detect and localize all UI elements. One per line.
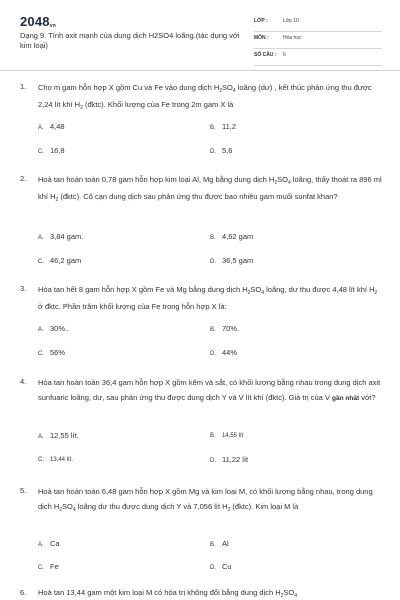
option-b[interactable] [210, 232, 253, 243]
document-title: Dạng 9. Tính axit mạnh của dung dịch H2SO4 loãng.(tác dụng với kim loại) [20, 31, 240, 50]
option-letter: D. [210, 565, 216, 571]
q-subscript: 2 [280, 592, 284, 599]
option-text: 44% [222, 348, 238, 357]
q-subscript: 4 [287, 179, 291, 186]
question-number: 2. [20, 174, 27, 183]
option-b[interactable] [210, 539, 229, 550]
q-subscript: 2 [80, 104, 83, 111]
q-emphasis: gần nhất [332, 395, 360, 402]
question-number: 3. [20, 284, 27, 293]
option-text: 11,22 lít [222, 455, 249, 464]
option-letter: B. [210, 327, 216, 333]
option-c[interactable] [38, 455, 73, 465]
option-text: Cu [222, 562, 232, 571]
question-text [38, 282, 383, 314]
question-2 [20, 172, 390, 272]
option-text: 12,55 lít. [50, 431, 79, 440]
header [0, 0, 400, 66]
q-text-part: ở đktc. Phần trăm khối lượng của Fe trong hỗn hợp X là: [38, 302, 227, 311]
option-b[interactable] [210, 122, 236, 133]
option-c[interactable] [38, 256, 81, 267]
q-text-part: SO [277, 175, 288, 184]
q-text-part: Hòa tan hết 8 gam hỗn hợp X gồm Fe và Mg bằng dung dịch H [38, 285, 248, 294]
q-subscript: 4 [261, 289, 265, 296]
option-letter: A. [38, 327, 44, 333]
option-letter: D. [210, 149, 216, 155]
q-text-part: Hoà tan hoàn toàn 0,78 gam hỗn hợp kim loại Al, Mg bằng dung dịch H [38, 175, 275, 184]
option-letter: C. [38, 149, 44, 155]
option-text: 5,6 [222, 146, 233, 155]
question-3 [20, 282, 390, 372]
option-text: 30%.. [50, 324, 70, 333]
q-text-part: loãng dư thu được dung dịch Y và 7,056 lít H [75, 502, 228, 511]
question-1 [20, 80, 390, 170]
brand-suffix: vn [49, 23, 56, 29]
meta-key: MÔN : [254, 35, 269, 41]
question-number: 4. [20, 377, 27, 386]
option-a[interactable] [38, 539, 60, 550]
q-text-part: SO [283, 588, 295, 597]
brand-name: 2048 [20, 14, 50, 29]
option-c[interactable] [38, 146, 65, 157]
option-letter: C. [38, 565, 44, 571]
meta-value: Lớp 10 [283, 18, 299, 24]
option-letter: C. [38, 351, 44, 357]
q-text-part: Hoà tan 13,44 gam một kim loại M có hóa trị không đổi bằng dung dịch H [38, 588, 281, 597]
option-text: 70%. [222, 324, 240, 333]
meta-value: Hóa học [283, 35, 302, 41]
option-b[interactable] [210, 431, 243, 441]
q-text-part: SO [222, 83, 233, 92]
option-letter: D. [210, 458, 216, 464]
option-text: Al [222, 539, 229, 548]
option-a[interactable] [38, 324, 69, 335]
option-letter: C. [38, 259, 44, 265]
q-subscript: 4 [294, 592, 298, 599]
option-text: 16,8 [50, 146, 65, 155]
option-d[interactable] [210, 348, 237, 359]
option-letter: B. [210, 433, 216, 439]
option-d[interactable] [210, 256, 253, 267]
option-b[interactable] [210, 324, 239, 335]
option-text: 4,62 gam [222, 232, 254, 241]
question-text [38, 80, 383, 114]
q-subscript: 2 [219, 87, 223, 94]
option-letter: B. [210, 542, 216, 548]
q-text-part: với? [359, 393, 376, 402]
q-subscript: 2 [247, 289, 251, 296]
q-text-part: SO [62, 502, 73, 511]
option-a[interactable] [38, 232, 83, 243]
question-number: 6. [20, 588, 27, 597]
option-letter: A. [38, 125, 44, 131]
question-5 [20, 484, 390, 584]
brand-logo [20, 14, 56, 29]
q-subscript: 4 [72, 506, 76, 513]
option-text: Fe [50, 562, 59, 571]
option-letter: D. [210, 351, 216, 357]
option-letter: A. [38, 235, 44, 241]
q-text-part: (đktc). Cô cạn dung dịch sau phản ứng thu được bao nhiêu gam muối sunfat khan? [58, 192, 338, 201]
q-subscript: 2 [59, 506, 63, 513]
q-subscript: 2 [55, 196, 59, 203]
option-letter: D. [210, 259, 216, 265]
question-number: 1. [20, 82, 27, 91]
meta-key: LỚP : [254, 18, 268, 24]
q-subscript: 2 [274, 179, 278, 186]
option-letter: C. [38, 457, 44, 463]
meta-value: 6 [283, 52, 286, 58]
option-text: 11,2 [222, 122, 237, 131]
q-text-part: loãng (dư) , kết thúc phản ứng thu được 2,24 lít khí H [38, 83, 372, 109]
option-text: 13,44 lít. [50, 457, 74, 463]
option-text: 36,5 gam [222, 256, 254, 265]
option-c[interactable] [38, 348, 65, 359]
option-d[interactable] [210, 562, 232, 573]
option-a[interactable] [38, 431, 79, 442]
question-text [38, 172, 383, 206]
q-text-part: loãng, thấy thoát ra 896 ml khí H [38, 175, 382, 201]
option-d[interactable] [210, 455, 248, 466]
option-text: 4,48 [50, 122, 65, 131]
meta-table [254, 16, 382, 67]
meta-key: SỐ CÂU : [254, 52, 277, 58]
meta-row-count [254, 50, 382, 66]
option-a[interactable] [38, 122, 65, 133]
question-4 [20, 375, 390, 480]
q-subscript: 2 [227, 506, 231, 513]
q-text-part: Hòa tan hoàn toàn 36,4 gam hỗn hợp X gồm kẽm và sắt, có khối lượng bằng nhau trong dung dịch axit sunfuaric loãng, dư, sau phản ứng thu được dung dịch Y và V lít khí (đktc). Giá trị của V [38, 378, 381, 402]
q-text-part: (đktc). Kim loại M là [230, 502, 299, 511]
header-divider [0, 70, 400, 71]
option-text: Ca [50, 539, 60, 548]
meta-row-class [254, 16, 382, 32]
option-letter: A. [38, 542, 44, 548]
option-text: 56% [50, 348, 66, 357]
question-number: 5. [20, 486, 27, 495]
option-text: 14,55 lít [222, 433, 244, 439]
q-text-part: Hoà tan hoàn toàn 6,48 gam hỗn hợp X gồm Mg và kim loại M, có khối lượng bằng nhau, trong dung dịch H [38, 487, 373, 511]
option-letter: B. [210, 125, 216, 131]
q-text-part: SO [250, 285, 262, 294]
q-text-part: Cho m gam hỗn hợp X gồm Cu và Fe vào dung dịch H [38, 83, 220, 92]
option-letter: B. [210, 235, 216, 241]
option-text: 46,2 gam [50, 256, 82, 265]
q-subscript: 4 [232, 87, 236, 94]
q-text-part: (đktc). Khối lượng của Fe trong 2m gam X là [82, 100, 234, 109]
option-letter: A. [38, 434, 44, 440]
option-d[interactable] [210, 146, 232, 157]
q-text-part: loãng, dư thu được 4,48 lít khí H [264, 285, 375, 294]
question-text [38, 587, 383, 600]
question-text [38, 484, 383, 516]
option-c[interactable] [38, 562, 59, 573]
option-text: 3,84 gam. [50, 232, 84, 241]
meta-row-subject [254, 33, 382, 49]
question-text [38, 375, 383, 406]
question-6 [20, 587, 390, 600]
q-subscript: 2 [374, 289, 378, 296]
